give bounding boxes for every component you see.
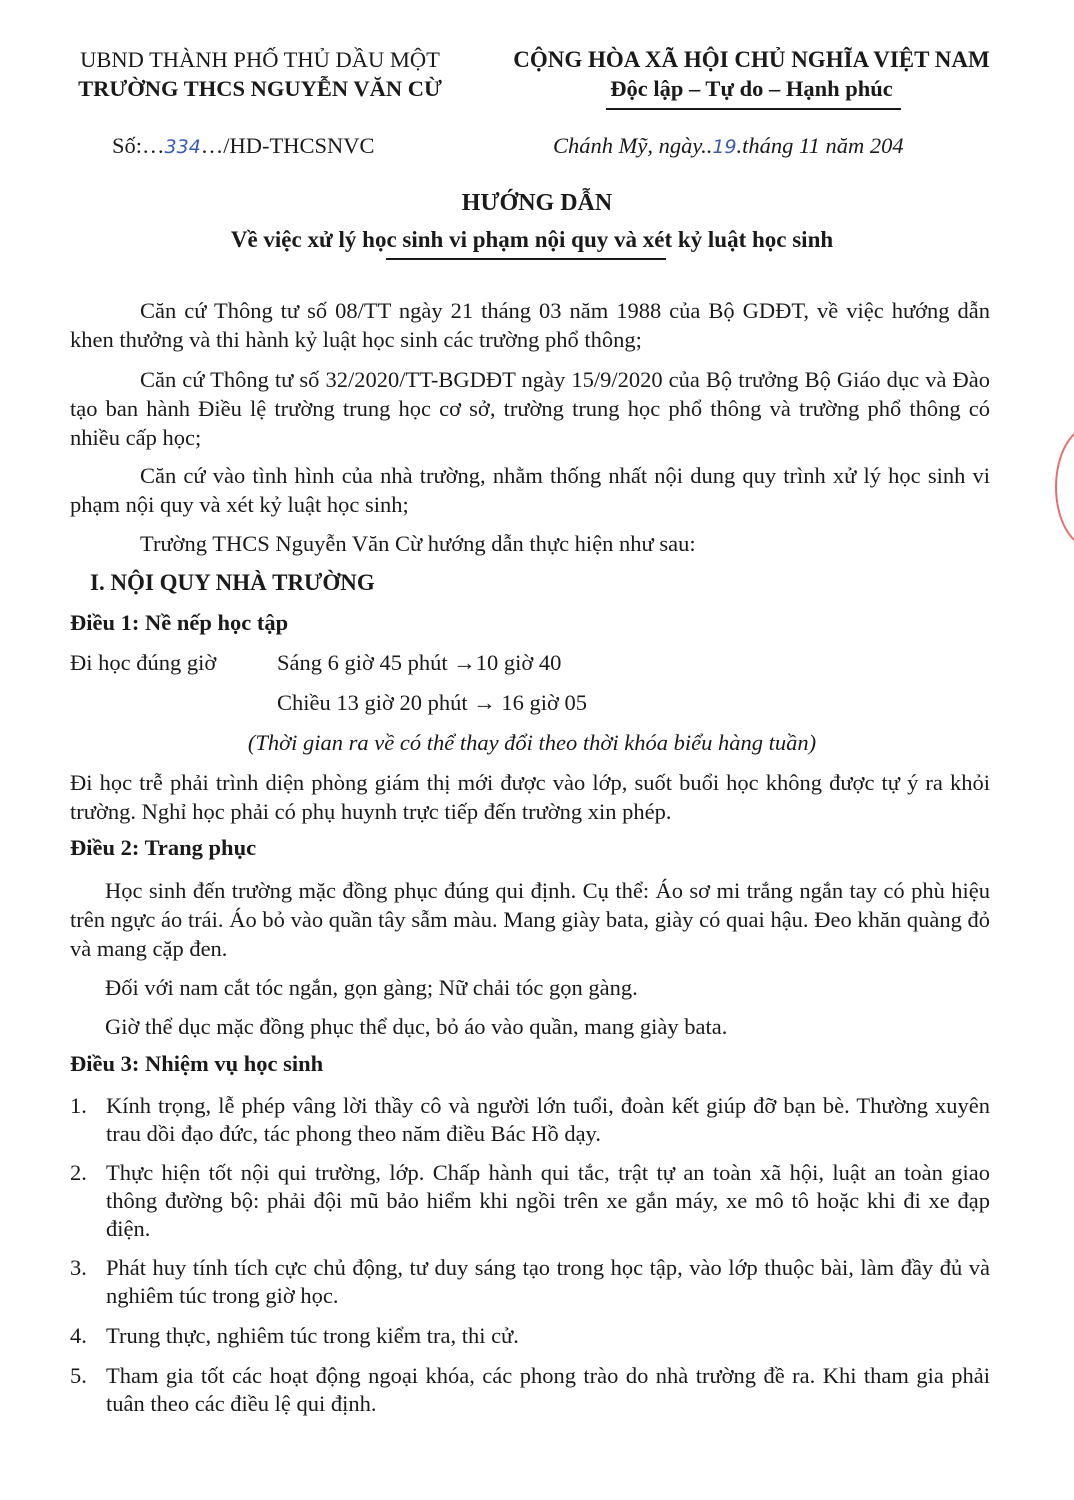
document-date bbox=[553, 133, 904, 159]
list-item: 5. Tham gia tốt các hoạt động ngoại khóa, các phong trào do nhà trường đề ra. Khi tham gia phải tuân theo các điều lệ qui định. bbox=[70, 1363, 990, 1416]
date-suffix: .tháng 11 năm 204 bbox=[736, 133, 904, 158]
list-item: 1. Kính trọng, lễ phép vâng lời thầy cô và người lớn tuổi, đoàn kết giúp đỡ bạn bè. Thường xuyên trau dồi đạo đức, tác phong theo năm điều Bác Hồ dạy. bbox=[70, 1093, 990, 1146]
preamble-paragraph-3: Căn cứ vào tình hình của nhà trường, nhằm thống nhất nội dung quy trình xử lý học sinh vi phạm nội quy và xét kỷ luật học sinh; bbox=[70, 463, 990, 517]
doc-number-suffix: …/HD-THCSNVC bbox=[200, 133, 375, 158]
school-name: TRƯỜNG THCS NGUYỄN VĂN CỪ bbox=[78, 76, 442, 101]
date-prefix: Chánh Mỹ, ngày.. bbox=[553, 133, 713, 158]
section-heading: I. NỘI QUY NHÀ TRƯỜNG bbox=[90, 570, 375, 595]
agency-name: UBND THÀNH PHỐ THỦ DẦU MỘT bbox=[80, 47, 440, 72]
schedule-afternoon: Chiều 13 giờ 20 phút → 16 giờ 05 bbox=[277, 690, 588, 715]
document-number bbox=[112, 133, 375, 159]
list-item: 3. Phát huy tính tích cực chủ động, tư duy sáng tạo trong học tập, vào lớp thuộc bài, làm đầy đủ và nghiêm túc trong giờ học. bbox=[70, 1255, 990, 1308]
article-2-paragraph-3: Giờ thể dục mặc đồng phục thể dục, bỏ áo vào quần, mang giày bata. bbox=[105, 1014, 728, 1039]
article-1-text: Đi học trễ phải trình diện phòng giám thị mới được vào lớp, suốt buổi học không được tự ý ra khỏi trường. Nghỉ học phải có phụ huynh trực tiếp đến trường xin phép. bbox=[70, 770, 990, 824]
date-day-handwritten: 19 bbox=[712, 136, 737, 158]
article-2-paragraph-1: Học sinh đến trường mặc đồng phục đúng qui định. Cụ thể: Áo sơ mi trắng ngắn tay có phù hiệu trên ngực áo trái. Áo bỏ vào quần tây sẫm màu. Mang giày bata, giày có quai hậu. Đeo khăn quàng đỏ và mang cặp đen. bbox=[70, 878, 990, 961]
preamble-paragraph-4: Trường THCS Nguyễn Văn Cừ hướng dẫn thực hiện như sau: bbox=[140, 531, 696, 556]
nation-title: CỘNG HÒA XÃ HỘI CHỦ NGHĨA VIỆT NAM bbox=[513, 47, 990, 72]
article-2-paragraph-2: Đối với nam cắt tóc ngắn, gọn gàng; Nữ chải tóc gọn gàng. bbox=[105, 975, 638, 1000]
list-item: 4. Trung thực, nghiêm túc trong kiểm tra, thi cử. bbox=[70, 1323, 519, 1348]
article-2-heading: Điều 2: Trang phục bbox=[70, 835, 257, 860]
list-item: 2. Thực hiện tốt nội qui trường, lớp. Chấp hành qui tắc, trật tự an toàn xã hội, luật an toàn giao thông đường bộ: phải đội mũ bảo hiểm khi ngồi trên xe gắn máy, xe mô tô hoặc khi đi xe đạp điện. bbox=[70, 1160, 990, 1241]
doc-number-handwritten: 334 bbox=[164, 136, 201, 158]
schedule-label: Đi học đúng giờ bbox=[70, 650, 217, 675]
document-subtitle: Về việc xử lý học sinh vi phạm nội quy và xét kỷ luật học sinh bbox=[230, 227, 834, 252]
schedule-morning: Sáng 6 giờ 45 phút →10 giờ 40 bbox=[277, 650, 562, 675]
document-title: HƯỚNG DẪN bbox=[461, 190, 613, 216]
article-1-heading: Điều 1: Nề nếp học tập bbox=[70, 610, 289, 635]
red-seal-partial bbox=[1055, 425, 1074, 549]
article-3-heading: Điều 3: Nhiệm vụ học sinh bbox=[70, 1051, 324, 1076]
schedule-note: (Thời gian ra về có thể thay đổi theo thời khóa biểu hàng tuần) bbox=[247, 730, 817, 755]
motto-underline bbox=[606, 108, 901, 110]
preamble-paragraph-1: Căn cứ Thông tư số 08/TT ngày 21 tháng 03 năm 1988 của Bộ GDĐT, về việc hướng dẫn khen thưởng và thi hành kỷ luật học sinh các trường phổ thông; bbox=[70, 298, 990, 352]
subtitle-underline bbox=[386, 258, 666, 260]
preamble-paragraph-2: Căn cứ Thông tư số 32/2020/TT-BGDĐT ngày 15/9/2020 của Bộ trưởng Bộ Giáo dục và Đào tạo ban hành Điều lệ trường trung học cơ sở, trường trung học phổ thông và trường phổ thông có nhiều cấp học; bbox=[70, 367, 990, 450]
nation-motto: Độc lập – Tự do – Hạnh phúc bbox=[610, 76, 893, 101]
doc-number-prefix: Số:… bbox=[112, 133, 165, 158]
